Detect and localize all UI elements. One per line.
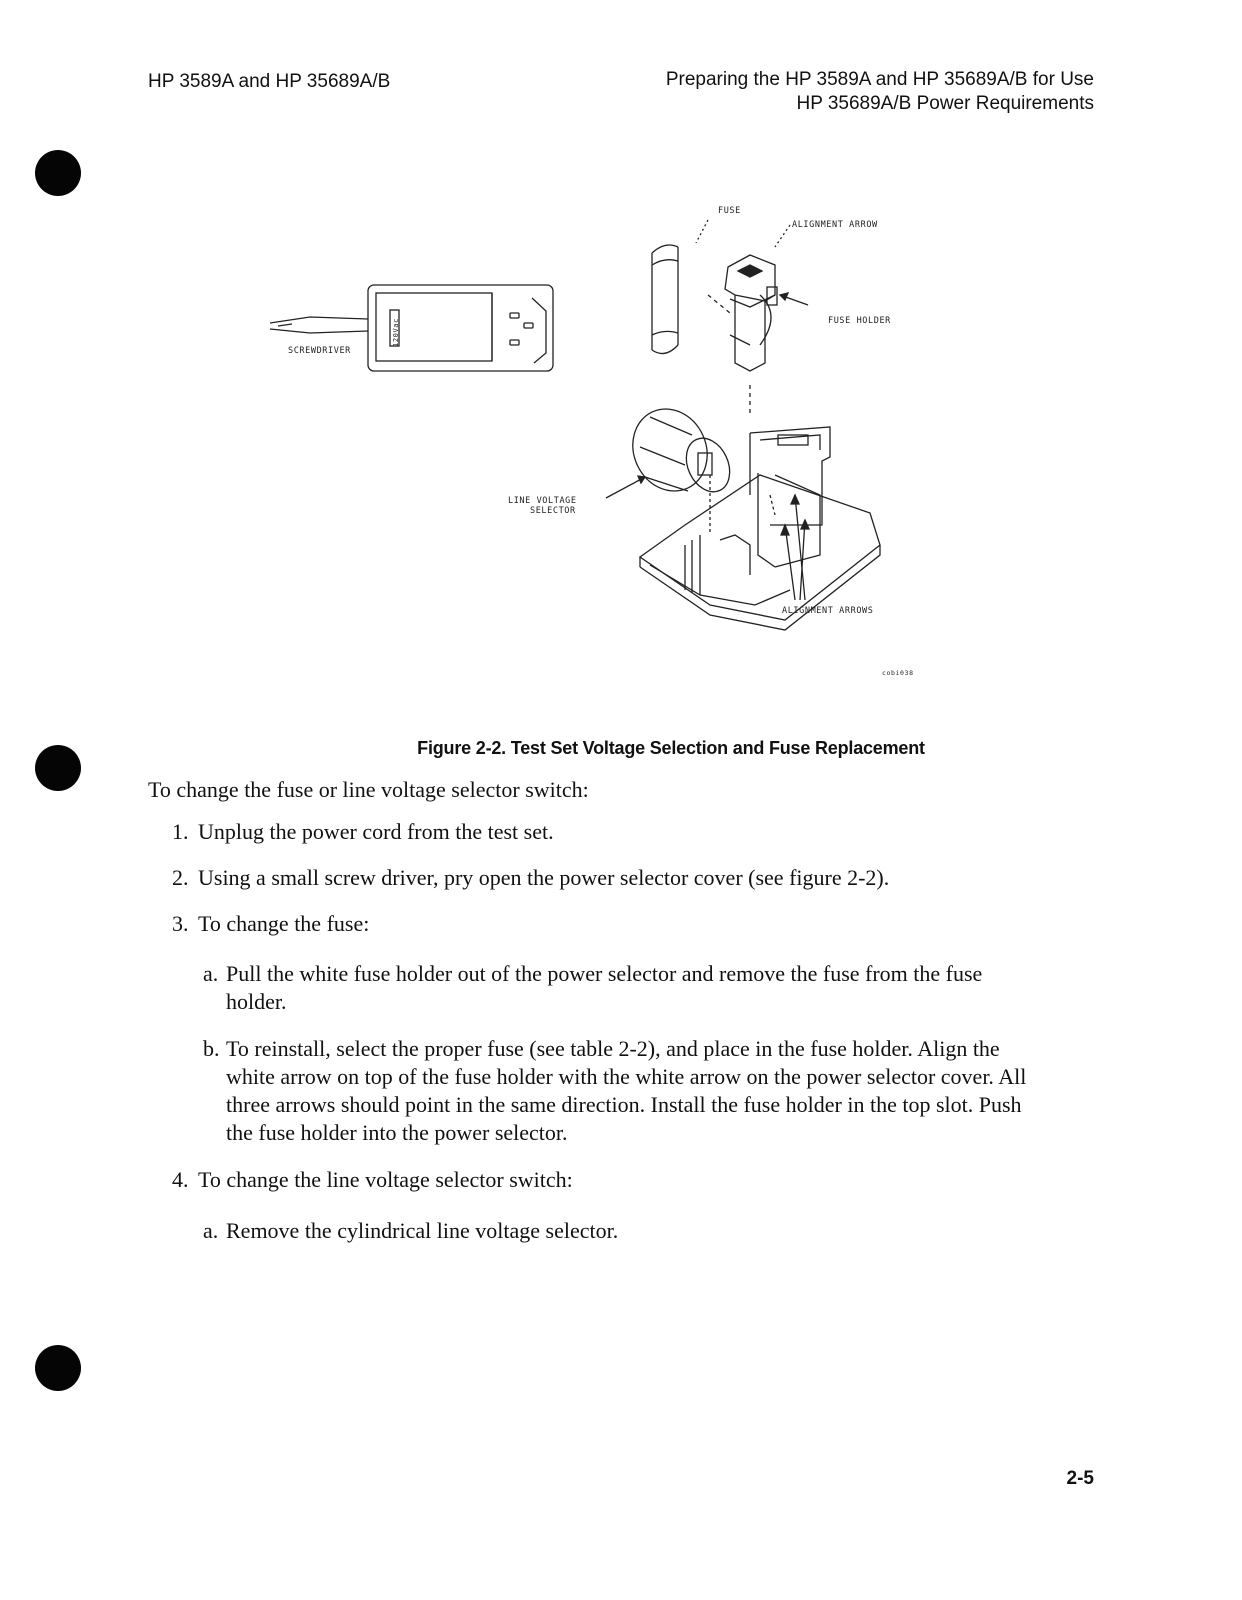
step-number: 2. — [172, 865, 189, 890]
step-text: Using a small screw driver, pry open the power selector cover (see figure 2-2). — [198, 865, 890, 890]
running-header-right — [666, 68, 1094, 116]
substep-letter: a. — [203, 961, 219, 986]
step-text: To change the fuse: — [198, 911, 370, 936]
label-alignment-arrow: ALIGNMENT ARROW — [792, 220, 878, 230]
step-text: To change the line voltage selector switch: — [198, 1167, 573, 1192]
step-3a — [203, 960, 983, 1014]
label-fuse: FUSE — [718, 206, 741, 216]
substep-line: holder. — [226, 989, 287, 1014]
label-fuse-holder: FUSE HOLDER — [828, 316, 891, 326]
screwdriver — [270, 317, 368, 333]
label-alignment-arrows: ALIGNMENT ARROWS — [782, 606, 874, 616]
figure-code: cobi038 — [882, 669, 914, 677]
step-2 — [172, 864, 890, 892]
substep-line: three arrows should point in the same direction. Install the fuse holder in the top slot. Push — [226, 1092, 1022, 1117]
page-number: 2-5 — [1066, 1468, 1094, 1489]
substep-line: To reinstall, select the proper fuse (see table 2-2), and place in the fuse holder. Align the — [226, 1036, 1000, 1061]
substep-line: the fuse holder into the power selector. — [226, 1120, 568, 1145]
punch-hole-bottom — [35, 1345, 81, 1391]
substep-line: Remove the cylindrical line voltage selector. — [226, 1218, 619, 1243]
substep-line: white arrow on top of the fuse holder with the white arrow on the power selector cover. All — [226, 1064, 1027, 1089]
power-module-front-view — [270, 285, 553, 371]
substep-line: Pull the white fuse holder out of the power selector and remove the fuse from the fuse — [226, 961, 983, 986]
step-number: 3. — [172, 911, 189, 936]
step-number: 1. — [172, 819, 189, 844]
label-voltage-window: 120Vac — [392, 318, 400, 347]
subsection-title: HP 35689A/B Power Requirements — [796, 93, 1094, 114]
line-voltage-selector-drum — [606, 397, 738, 504]
power-module-housing — [640, 427, 880, 630]
label-line-voltage-selector-1: LINE VOLTAGE — [508, 496, 577, 506]
fuse — [652, 220, 730, 354]
fuse-replacement-illustration — [230, 195, 970, 695]
step-number: 4. — [172, 1167, 189, 1192]
punch-hole-top — [35, 150, 81, 196]
section-title: Preparing the HP 3589A and HP 35689A/B for Use — [665, 69, 1094, 90]
step-1 — [172, 818, 554, 846]
label-line-voltage-selector-2: SELECTOR — [530, 506, 576, 516]
substep-letter: a. — [203, 1218, 219, 1243]
step-text: Unplug the power cord from the test set. — [198, 819, 554, 844]
figure-caption: Figure 2-2. Test Set Voltage Selection and Fuse Replacement — [417, 738, 925, 758]
label-screwdriver: SCREWDRIVER — [288, 346, 351, 356]
step-3 — [172, 910, 370, 938]
substep-letter: b. — [203, 1036, 220, 1061]
step-3b — [203, 1035, 1027, 1145]
intro-paragraph: To change the fuse or line voltage selector switch: — [148, 777, 589, 802]
step-4 — [172, 1166, 573, 1194]
fuse-holder — [725, 225, 808, 415]
step-4a — [203, 1217, 619, 1245]
running-header-left: HP 3589A and HP 35689A/B — [148, 71, 391, 92]
